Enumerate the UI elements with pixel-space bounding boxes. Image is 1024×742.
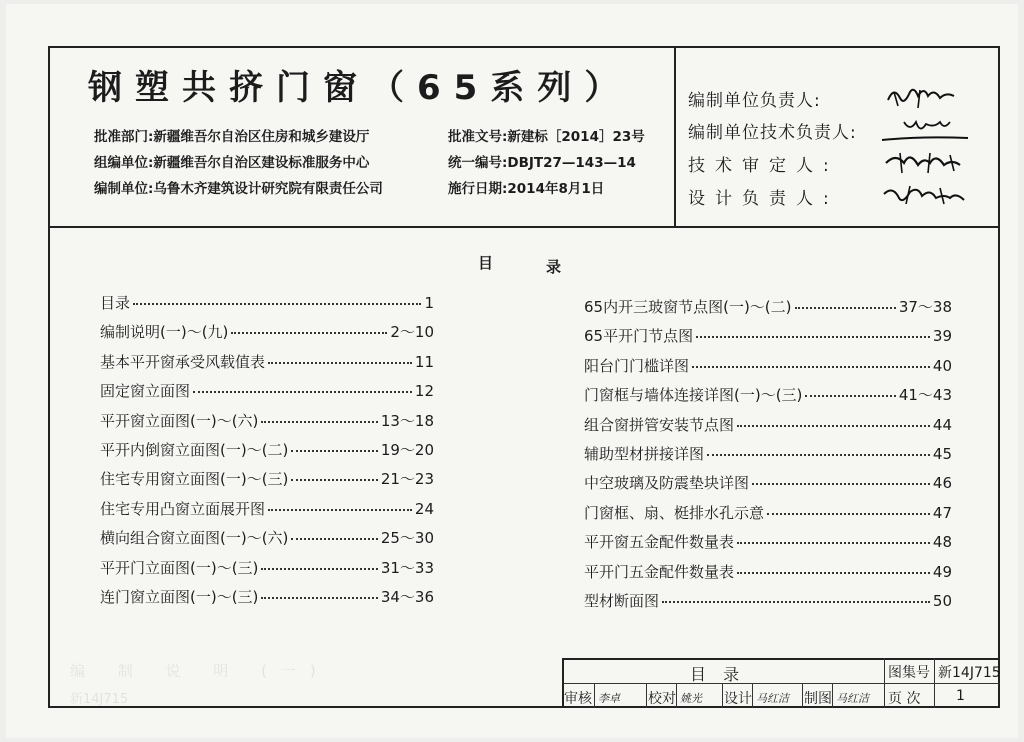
toc-entry-title: 平开窗立面图(一)～(六) <box>100 411 259 430</box>
prepare-unit: 编制单位:乌鲁木齐建筑设计研究院有限责任公司 <box>94 181 383 197</box>
unified-number: 统一编号:DBJT27—143—14 <box>448 155 636 171</box>
signature-designer <box>880 180 970 210</box>
toc-entry-page: 1 <box>424 294 434 312</box>
toc-entry <box>100 468 434 489</box>
title-block-page-label: 页 次 <box>888 691 921 707</box>
title-block-cell-rule <box>646 683 647 708</box>
toc-heading-left: 目 <box>478 254 494 272</box>
title-block-cell-rule <box>802 683 803 708</box>
toc-leader-dots <box>707 454 930 456</box>
title-block-divider <box>934 658 935 708</box>
toc-entry <box>100 351 434 372</box>
toc-entry-title: 门窗框、扇、梃排水孔示意 <box>584 503 765 522</box>
toc-entry-page: 24 <box>414 499 434 518</box>
effective-date: 施行日期:2014年8月1日 <box>448 181 605 197</box>
toc-entry-title: 基本平开窗承受风载值表 <box>100 352 266 371</box>
toc-entry-title: 65内开三玻窗节点图(一)～(二) <box>584 298 792 316</box>
title-block-cell-rule <box>676 683 677 708</box>
toc-leader-dots <box>752 483 930 485</box>
toc-entry <box>100 586 434 607</box>
page-title: 钢塑共挤门窗（65系列） <box>88 68 632 108</box>
title-block-draw-label: 制图 <box>804 691 832 707</box>
signature-tech-head <box>880 114 970 144</box>
toc-entry <box>100 527 434 548</box>
toc-entry-title: 型材断面图 <box>584 592 660 610</box>
toc-entry-page: 44 <box>932 415 952 434</box>
title-block-atlas-number: 新14J715 <box>938 665 1001 681</box>
toc-entry-page: 34～36 <box>380 588 434 606</box>
compile-unit: 组编单位:新疆维吾尔自治区建设标准服务中心 <box>94 155 370 171</box>
toc-entry-page: 25～30 <box>380 529 434 548</box>
title-block-atlas-label: 图集号 <box>888 665 930 681</box>
toc-entry-page: 49 <box>932 562 952 581</box>
toc-entry-title: 编制说明(一)～(九) <box>100 323 229 342</box>
toc-entry-page: 39 <box>932 327 952 346</box>
toc-leader-dots <box>291 450 377 452</box>
show-through-atlas: 新14J715 <box>70 692 129 707</box>
toc-leader-dots <box>696 336 930 338</box>
toc-entry <box>100 321 434 342</box>
toc-entry-title: 平开门立面图(一)～(三) <box>100 558 259 577</box>
toc-entry <box>584 443 952 464</box>
toc-entry-title: 住宅专用窗立面图(一)～(三) <box>100 470 289 489</box>
toc-leader-dots <box>261 568 377 570</box>
signature-unit-head <box>880 82 970 112</box>
title-block-design-signature: 马红洁 <box>756 692 789 705</box>
title-block-check-signature: 姚光 <box>680 692 702 705</box>
toc-entry-title: 横向组合窗立面图(一)～(六) <box>100 529 289 548</box>
toc-heading-right: 录 <box>546 258 562 276</box>
toc-entry <box>100 439 434 460</box>
toc-entry <box>100 410 434 431</box>
toc-entry-title: 连门窗立面图(一)～(三) <box>100 588 259 606</box>
toc-leader-dots <box>133 303 421 305</box>
toc-entry-page: 47 <box>932 503 952 522</box>
title-block-draw-signature: 马红洁 <box>836 692 869 705</box>
toc-entry-page: 37～38 <box>898 298 952 316</box>
responsible-designer: 设计负责人: <box>688 189 839 209</box>
responsible-unit-head: 编制单位负责人: <box>688 91 821 111</box>
toc-leader-dots <box>767 513 930 515</box>
toc-entry-page: 50 <box>932 592 952 610</box>
toc-entry <box>584 355 952 376</box>
toc-leader-dots <box>795 307 896 309</box>
toc-entry-title: 住宅专用凸窗立面展开图 <box>100 499 266 518</box>
approval-doc: 批准文号:新建标［2014］23号 <box>448 129 645 145</box>
toc-entry <box>584 590 952 611</box>
toc-leader-dots <box>737 425 930 427</box>
toc-entry-page: 13～18 <box>380 411 434 430</box>
toc-entry <box>584 325 952 346</box>
toc-entry <box>584 414 952 435</box>
toc-entry-page: 45 <box>932 445 952 463</box>
toc-leader-dots <box>268 362 412 364</box>
responsible-reviewer: 技术审定人: <box>688 156 839 176</box>
toc-leader-dots <box>231 332 387 334</box>
title-block-drawing-title: 目 录 <box>690 665 746 684</box>
toc-entry <box>100 380 434 401</box>
show-through-title: 编 制 说 明 (一) <box>70 662 330 680</box>
title-block-cell-rule <box>832 683 833 708</box>
signature-reviewer <box>880 147 970 177</box>
toc-entry-page: 41～43 <box>898 386 952 405</box>
toc-entry-page: 19～20 <box>380 441 434 459</box>
toc-entry-title: 平开内倒窗立面图(一)～(二) <box>100 441 289 459</box>
toc-entry <box>584 502 952 523</box>
header-divider <box>674 46 676 228</box>
toc-entry <box>584 472 952 493</box>
responsible-tech-head: 编制单位技术负责人: <box>688 123 857 143</box>
title-block-divider <box>884 658 885 708</box>
toc-entry-title: 阳台门门槛详图 <box>584 356 690 375</box>
toc-entry-page: 31～33 <box>380 558 434 577</box>
toc-leader-dots <box>737 542 930 544</box>
title-block-review-signature: 李卓 <box>598 692 620 705</box>
title-block-cell-rule <box>594 683 595 708</box>
toc-leader-dots <box>291 479 377 481</box>
toc-entry <box>584 296 952 317</box>
toc-entry <box>100 292 434 313</box>
title-block-check-label: 校对 <box>648 691 676 707</box>
toc-entry-title: 辅助型材拼接详图 <box>584 445 705 463</box>
toc-entry-page: 40 <box>932 356 952 375</box>
toc-entry-page: 21～23 <box>380 470 434 489</box>
toc-leader-dots <box>291 538 377 540</box>
toc-entry-title: 平开窗五金配件数量表 <box>584 533 735 552</box>
toc-entry <box>100 498 434 519</box>
title-block-review-label: 审核 <box>564 691 592 707</box>
header-bottom-rule <box>48 226 1000 228</box>
approval-dept: 批准部门:新疆维吾尔自治区住房和城乡建设厅 <box>94 129 370 145</box>
toc-entry <box>100 557 434 578</box>
toc-entry-title: 中空玻璃及防震垫块详图 <box>584 474 750 493</box>
toc-entry-title: 目录 <box>100 294 131 312</box>
title-block-cell-rule <box>752 683 753 708</box>
toc-leader-dots <box>193 391 412 393</box>
toc-entry <box>584 561 952 582</box>
title-block-page-number: 1 <box>956 688 965 704</box>
toc-leader-dots <box>805 395 895 397</box>
toc-leader-dots <box>261 597 377 599</box>
toc-entry-title: 平开门五金配件数量表 <box>584 562 735 581</box>
toc-entry-title: 固定窗立面图 <box>100 382 191 401</box>
toc-entry-page: 11 <box>414 352 434 371</box>
title-block-design-label: 设计 <box>724 691 752 707</box>
toc-entry-page: 48 <box>932 533 952 552</box>
toc-leader-dots <box>268 509 412 511</box>
toc-entry <box>584 384 952 405</box>
toc-leader-dots <box>662 601 930 603</box>
toc-leader-dots <box>692 366 930 368</box>
toc-entry-title: 65平开门节点图 <box>584 327 694 346</box>
toc-entry-title: 组合窗拼管安装节点图 <box>584 415 735 434</box>
toc-entry-page: 46 <box>932 474 952 493</box>
toc-entry-page: 12 <box>414 382 434 401</box>
toc-entry-page: 2～10 <box>390 323 434 342</box>
title-block-cell-rule <box>722 683 723 708</box>
toc-entry-title: 门窗框与墙体连接详图(一)～(三) <box>584 386 803 405</box>
toc-leader-dots <box>737 572 930 574</box>
toc-entry <box>584 531 952 552</box>
toc-leader-dots <box>261 421 377 423</box>
